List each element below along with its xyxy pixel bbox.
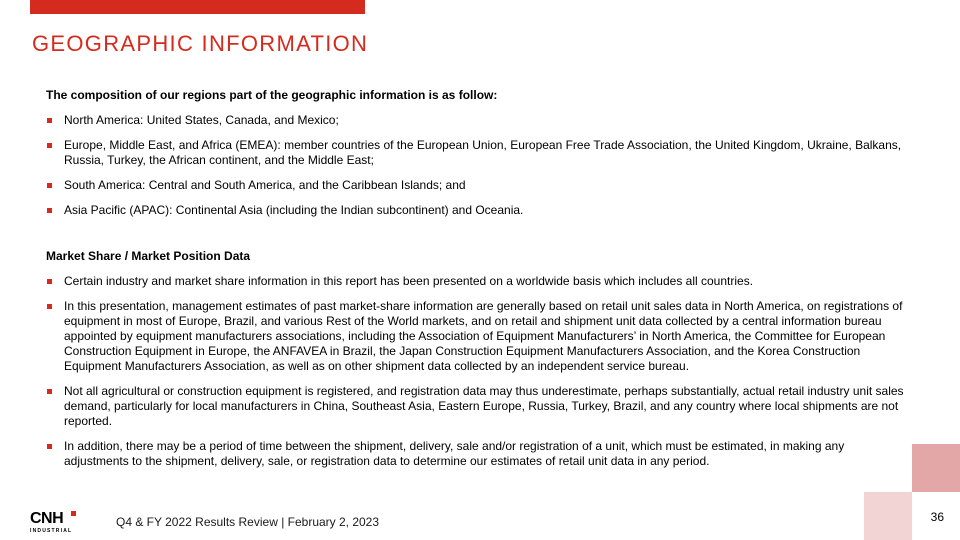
bullet-marker (47, 304, 52, 309)
regions-item (46, 113, 906, 128)
decorative-square-dark (912, 444, 960, 492)
page-number: 36 (930, 510, 944, 524)
regions-item-text: North America: United States, Canada, and Mexico; (64, 113, 339, 127)
market-list (46, 274, 906, 469)
bullet-marker (47, 279, 52, 284)
regions-list (46, 113, 906, 218)
market-item (46, 299, 906, 374)
bullet-marker (47, 389, 52, 394)
slide-content (46, 88, 906, 469)
regions-section (46, 88, 906, 218)
top-accent-bar (30, 0, 365, 14)
logo-subtext: INDUSTRIAL (30, 528, 73, 534)
market-item (46, 439, 906, 469)
bullet-marker (47, 444, 52, 449)
market-item-text: Certain industry and market share information in this report has been presented on a worldwide basis which includes all countries. (64, 274, 754, 288)
bullet-marker (47, 183, 52, 188)
market-item (46, 274, 906, 289)
logo-accent-dot (71, 511, 76, 516)
bullet-marker (47, 143, 52, 148)
market-heading: Market Share / Market Position Data (46, 249, 251, 263)
market-item-text: In this presentation, management estimates of past market-share information are generally based on retail unit sales data in North America, on registrations of equipment in most of Europe, Brazil, and various Rest of the World markets, and on retail and shipment unit data collected by a central information bureau appointed by equipment manufacturers associations, including the Association of Equipment Manufacturers’ in North America, the Committee for European Construction Equipment in Europe, the ANFAVEA in Brazil, the Japan Construction Equipment Manufacturers Association, and the Korea Construction Equipment Manufacturers Association, as well as on other shipment data collected by an independent service bureau. (64, 299, 903, 373)
regions-item-text: South America: Central and South America, and the Caribbean Islands; and (64, 178, 466, 192)
regions-item (46, 138, 906, 168)
logo-wordmark: CNH (30, 510, 64, 527)
regions-item (46, 178, 906, 193)
regions-item-text: Europe, Middle East, and Africa (EMEA): member countries of the European Union, European Free Trade Association, the United Kingdom, Ukraine, Balkans, Russia, Turkey, the African continent, and the Middle East; (64, 138, 902, 167)
regions-heading: The composition of our regions part of the geographic information is as follow: (46, 88, 498, 102)
regions-item-text: Asia Pacific (APAC): Continental Asia (including the Indian subcontinent) and Oceania. (64, 203, 524, 217)
bullet-marker (47, 118, 52, 123)
cnh-industrial-logo (30, 510, 76, 536)
market-item (46, 384, 906, 429)
page-title: GEOGRAPHIC INFORMATION (32, 31, 369, 56)
footer-text: Q4 & FY 2022 Results Review | February 2, 2023 (116, 515, 380, 529)
market-item-text: Not all agricultural or construction equipment is registered, and registration data may thus underestimate, perhaps substantially, actual retail industry unit sales demand, particularly for local manufacturers in China, Southeast Asia, Eastern Europe, Russia, Turkey, Brazil, and any country where local shipments are not reported. (64, 384, 904, 428)
market-item-text: In addition, there may be a period of time between the shipment, delivery, sale and/or registration of a unit, which must be estimated, in making any adjustments to the shipment, delivery, sale, or registration data to determine our estimates of retail unit data in any period. (64, 439, 845, 468)
bullet-marker (47, 208, 52, 213)
market-section (46, 249, 906, 469)
decorative-square-light (864, 492, 912, 540)
regions-item (46, 203, 906, 218)
